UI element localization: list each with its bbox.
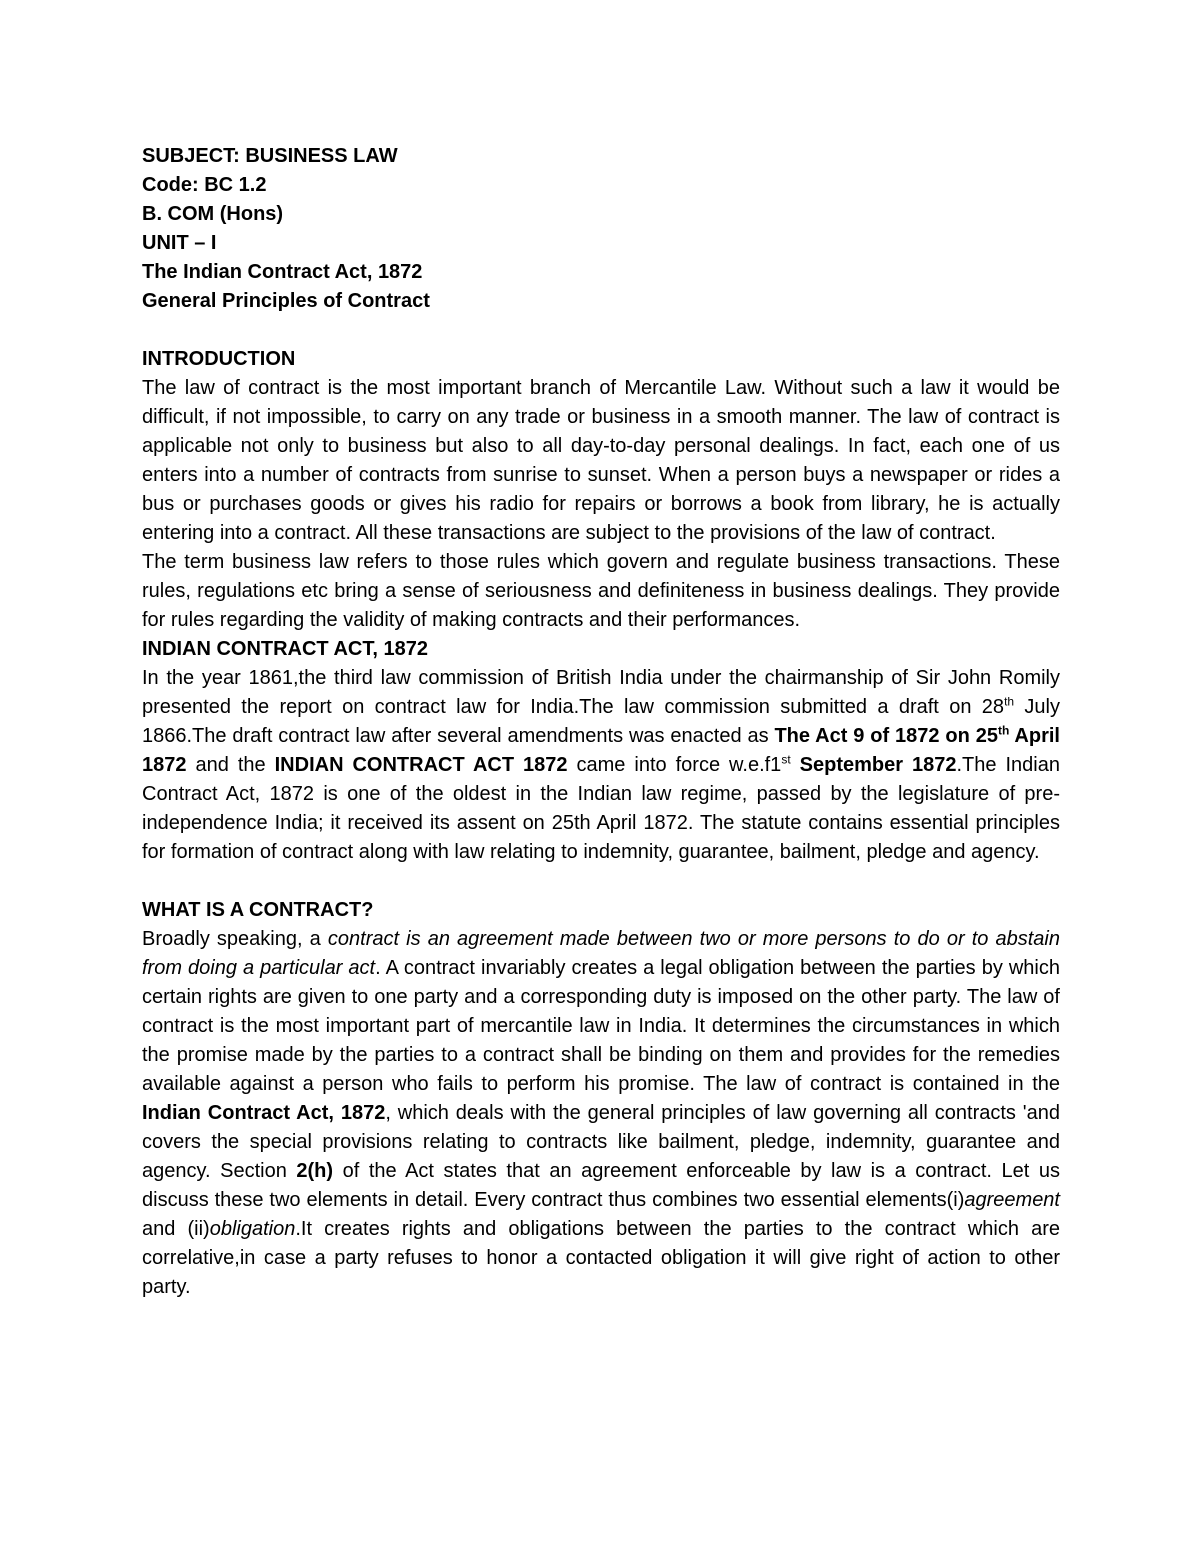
text-run: came into force w.e.f1	[567, 754, 782, 776]
bold-run: September 1872	[799, 754, 957, 776]
text-run: of the Act states that an agreement enforceable by law is a contract. Let us discuss these two elements in detail. Every contract thus combines two essential elements(i)	[142, 1160, 1060, 1211]
italic-run: obligation	[209, 1218, 296, 1240]
text-run: .It creates rights and obligations between the parties to the contract which are correlative,in case a party refuses to honor a contacted obligation it will give right of action to other party.	[142, 1218, 1060, 1298]
text-run: In the year 1861,the third law commission of British India under the chairmanship of Sir John Romily presented the report on contract law for India.The law commission submitted a draft on 28	[142, 667, 1060, 718]
italic-run: contract is an agreement made between two or more persons to do or to abstain from doing a particular act	[142, 928, 1061, 979]
introduction-paragraph-1: The law of contract is the most important branch of Mercantile Law. Without such a law it would be difficult, if not impossible, to carry on any trade or business in a smooth manner. The law of contract is applicable not only to business but also to all day-to-day personal dealings. In fact, each one of us enters into a number of contracts from sunrise to sunset. When a person buys a newspaper or rides a bus or purchases goods or gives his radio for repairs or borrows a book from library, he is actually entering into a contract. All these transactions are subject to the provisions of the law of contract.	[142, 377, 1060, 544]
superscript: th	[1004, 694, 1015, 709]
text-run: July 1866.The draft contract law after several amendments was enacted as	[142, 696, 1061, 747]
introduction-heading: INTRODUCTION	[142, 348, 296, 370]
document-page	[142, 142, 1060, 1302]
bold-run: 2(h)	[296, 1160, 334, 1182]
bold-run: Indian Contract Act, 1872	[142, 1102, 386, 1124]
spacer	[142, 316, 1060, 345]
introduction-paragraph-2: The term business law refers to those rules which govern and regulate business transactions. These rules, regulations etc bring a sense of seriousness and definiteness in business dealings. They provide for rules regarding the validity of making contracts and their performances.	[142, 551, 1060, 631]
act-title: The Indian Contract Act, 1872	[142, 261, 423, 283]
italic-run: agreement	[964, 1189, 1060, 1211]
spacer	[142, 867, 1060, 896]
subject-line: SUBJECT: BUSINESS LAW	[142, 145, 398, 167]
text-run: and (ii)	[142, 1218, 210, 1240]
topic-title: General Principles of Contract	[142, 290, 430, 312]
bold-run: April 1872	[142, 725, 1060, 776]
what-is-contract-paragraph	[142, 925, 1060, 1302]
unit-line: UNIT – I	[142, 232, 217, 254]
what-is-contract-heading: WHAT IS A CONTRACT?	[142, 899, 374, 921]
text-run: Broadly speaking, a	[142, 928, 328, 950]
text-run: .The Indian Contract Act, 1872 is one of the oldest in the Indian law regime, passed by the legislature of pre-independence India; it received its assent on 25th April 1872. The statute contains essential principles for formation of contract along with law relating to indemnity, guarantee, bailment, pledge and agency.	[142, 754, 1060, 863]
code-line: Code: BC 1.2	[142, 174, 267, 196]
bold-run: The Act 9 of 1872 on 25	[774, 725, 998, 747]
course-line: B. COM (Hons)	[142, 203, 284, 225]
text-run: . A contract invariably creates a legal obligation between the parties by which certain rights are given to one party and a corresponding duty is imposed on the other party. The law of contract is the most important part of mercantile law in India. It determines the circumstances in which the promise made by the parties to a contract shall be binding on them and provides for the remedies available against a person who fails to perform his promise. The law of contract is contained in the	[142, 957, 1060, 1095]
superscript: th	[997, 723, 1010, 738]
bold-run: INDIAN CONTRACT ACT 1872	[274, 754, 568, 776]
contract-act-paragraph	[142, 664, 1060, 867]
text-run: and the	[186, 754, 275, 776]
contract-act-heading: INDIAN CONTRACT ACT, 1872	[142, 638, 428, 660]
text-run: , which deals with the general principles of law governing all contracts 'and covers the special provisions relating to contracts like bailment, pledge, indemnity, guarantee and agency. Section	[142, 1102, 1060, 1182]
superscript: st	[781, 752, 791, 767]
